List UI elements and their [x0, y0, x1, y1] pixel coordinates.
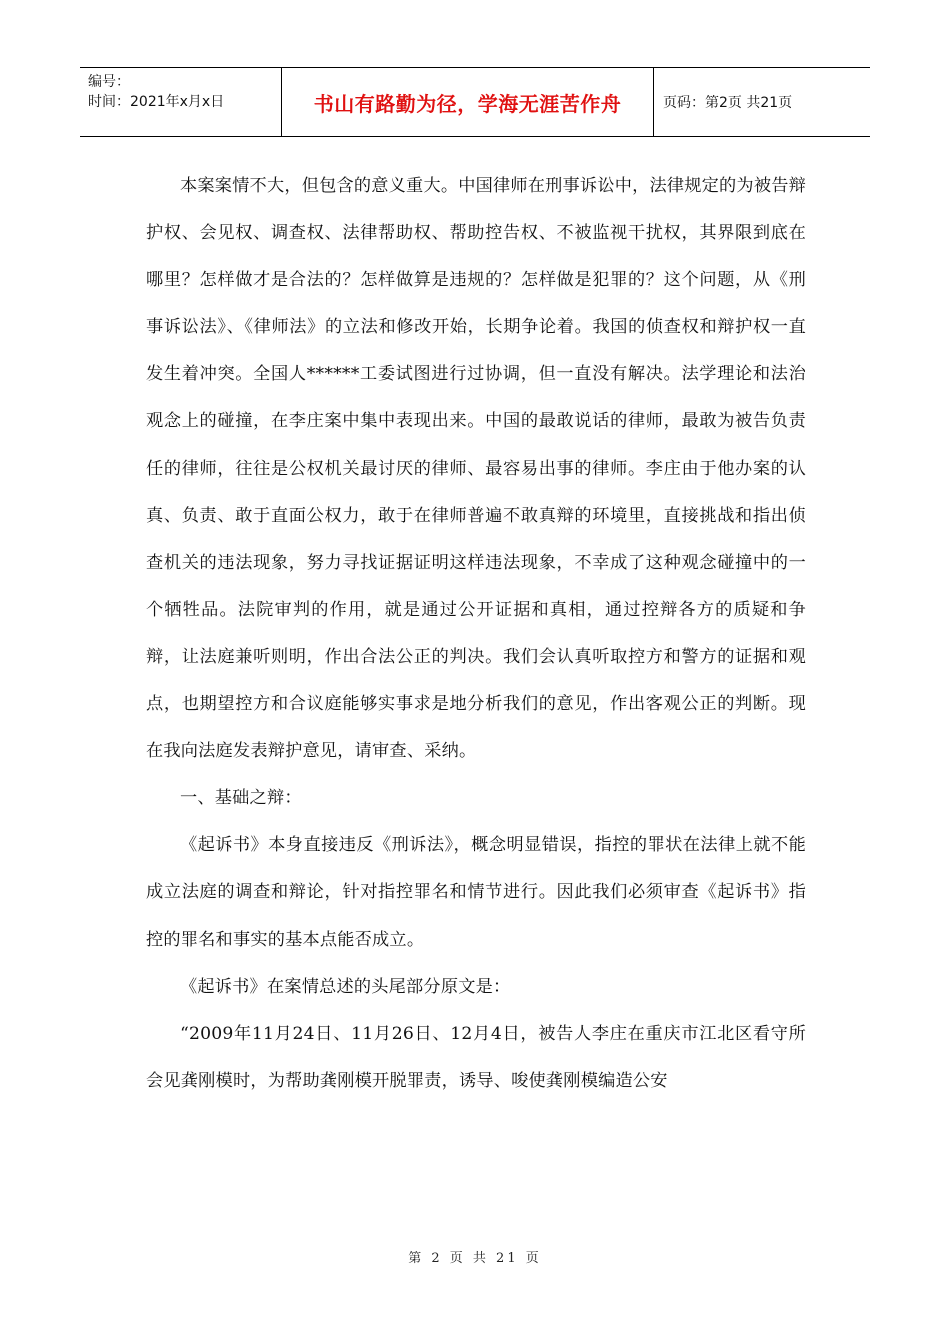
header-meta-cell: [80, 68, 282, 136]
header-motto-cell: [282, 68, 654, 136]
body-paragraph-quote: “2009年11月24日、11月26日、12月4日，被告人李庄在重庆市江北区看守所会见龚刚模时，为帮助龚刚模开脱罪责，诱导、唆使龚刚模编造公安: [146, 1023, 806, 1091]
header-page-cell: [654, 68, 870, 136]
body-paragraph-intro: 本案案情不大，但包含的意义重大。中国律师在刑事诉讼中，法律规定的为被告辩护权、会见权、调查权、法律帮助权、帮助控告权、不被监视干扰权，其界限到底在哪里？怎样做才是合法的？怎样做算是违规的？怎样做是犯罪的？这个问题，从《刑事诉讼法》、《律师法》的立法和修改开始，长期争论着。我国的侦查权和辩护权一直发生着冲突。全国人******工委试图进行过协调，但一直没有解决。法学理论和法治观念上的碰撞，在李庄案中集中表现出来。中国的最敢说话的律师，最敢为被告负责任的律师，往往是公权机关最讨厌的律师、最容易出事的律师。李庄由于他办案的认真、负责、敢于直面公权力，敢于在律师普遍不敢真辩的环境里，直接挑战和指出侦查机关的违法现象，努力寻找证据证明这样违法现象，不幸成了这种观念碰撞中的一个牺牲品。法院审判的作用，就是通过公开证据和真相，通过控辩各方的质疑和争辩，让法庭兼听则明，作出合法公正的判决。我们会认真听取控方和警方的证据和观点，也期望控方和合议庭能够实事求是地分析我们的意见，作出客观公正的判断。现在我向法庭发表辩护意见，请审查、采纳。: [146, 176, 806, 762]
header-page-info: 页码：第2页 共21页: [663, 95, 793, 111]
document-number-label: 编号：: [88, 74, 130, 90]
section-heading-basis: 一、基础之辩：: [180, 788, 302, 809]
body-paragraph-quote-intro: 《起诉书》在案情总述的头尾部分原文是：: [180, 976, 511, 997]
document-header: [80, 67, 870, 137]
page-footer: 第 2 页 共 21 页: [408, 1251, 542, 1266]
body-paragraph-indictment: 《起诉书》本身直接违反《刑诉法》，概念明显错误，指控的罪状在法律上就不能成立法庭的调查和辩论，针对指控罪名和情节进行。因此我们必须审查《起诉书》指控的罪名和事实的基本点能否成立。: [146, 835, 806, 950]
header-motto: 书山有路勤为径，学海无涯苦作舟: [313, 91, 622, 116]
document-date-label: 时间：2021年x月x日: [88, 94, 225, 110]
document-body: [146, 163, 806, 1105]
